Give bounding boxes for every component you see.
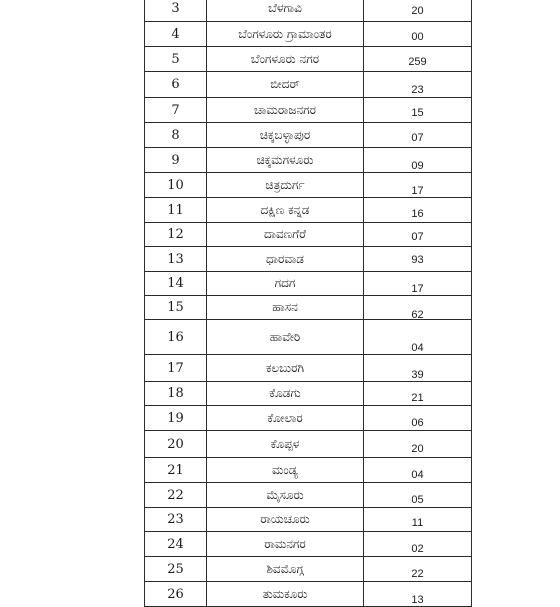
district-name-cell: ಚಾಮರಾಜನಗರ bbox=[207, 98, 364, 123]
count-value: 20 bbox=[411, 5, 424, 17]
count-value: 00 bbox=[411, 31, 424, 43]
district-name-cell: ಕಲಬುರಗಿ bbox=[207, 355, 364, 382]
count-value: 17 bbox=[411, 282, 424, 295]
count-cell bbox=[364, 272, 472, 296]
serial-number-cell: 26 bbox=[145, 582, 207, 607]
table-row bbox=[145, 508, 472, 532]
count-value: 06 bbox=[411, 417, 424, 429]
table-row bbox=[145, 22, 472, 47]
district-name-cell: ಚಿಕ್ಕಮಗಳೂರು bbox=[207, 148, 364, 173]
district-name-cell: ಹಾಸನ bbox=[207, 296, 364, 320]
count-cell bbox=[364, 123, 472, 148]
table-row bbox=[145, 247, 472, 272]
district-name-cell: ಮೈಸೂರು bbox=[207, 483, 364, 508]
district-name-cell: ರಾಮನಗರ bbox=[207, 532, 364, 557]
count-cell bbox=[364, 532, 472, 557]
district-name-cell: ದಕ್ಷಿಣ ಕನ್ನಡ bbox=[207, 198, 364, 223]
district-name-cell: ತುಮಕೂರು bbox=[207, 582, 364, 607]
table-row bbox=[145, 532, 472, 557]
count-value: 21 bbox=[411, 391, 424, 404]
table-row bbox=[145, 355, 472, 382]
count-value: 23 bbox=[411, 83, 424, 96]
count-cell bbox=[364, 72, 472, 98]
table-row bbox=[145, 148, 472, 173]
serial-number-cell: 23 bbox=[145, 508, 207, 532]
serial-number-cell: 4 bbox=[145, 22, 207, 47]
district-name-cell: ಹಾವೇರಿ bbox=[207, 320, 364, 355]
serial-number-cell: 24 bbox=[145, 532, 207, 557]
district-name-cell: ಚಿತ್ರದುರ್ಗ bbox=[207, 173, 364, 198]
table-row bbox=[145, 223, 472, 247]
count-cell bbox=[364, 320, 472, 355]
table-row bbox=[145, 0, 472, 22]
count-value: 09 bbox=[411, 160, 424, 172]
count-value: 39 bbox=[411, 369, 424, 381]
table-row bbox=[145, 320, 472, 355]
serial-number-cell: 3 bbox=[145, 0, 207, 22]
table-row bbox=[145, 382, 472, 406]
serial-number-cell: 13 bbox=[145, 247, 207, 272]
count-cell bbox=[364, 483, 472, 508]
count-cell bbox=[364, 0, 472, 22]
count-value: 17 bbox=[411, 185, 424, 197]
district-name-cell: ಚಿಕ್ಕಬಳ್ಳಾಪುರ bbox=[207, 123, 364, 148]
serial-number-cell: 9 bbox=[145, 148, 207, 173]
serial-number-cell: 6 bbox=[145, 72, 207, 98]
count-value: 11 bbox=[411, 516, 424, 529]
count-value: 259 bbox=[408, 56, 427, 68]
serial-number-cell: 20 bbox=[145, 431, 207, 458]
count-value: 13 bbox=[411, 594, 424, 606]
count-value: 07 bbox=[411, 230, 424, 243]
district-name-cell: ಧಾರವಾಡ bbox=[207, 247, 364, 272]
count-value: 20 bbox=[411, 443, 424, 455]
district-name-cell: ಕೊಡಗು bbox=[207, 382, 364, 406]
district-name-cell: ದಾವಣಗೆರೆ bbox=[207, 223, 364, 247]
table-row bbox=[145, 406, 472, 431]
district-name-cell: ಗದಗ bbox=[207, 272, 364, 296]
district-name-cell: ಶಿವಮೊಗ್ಗ bbox=[207, 557, 364, 582]
count-value: 15 bbox=[411, 107, 424, 119]
serial-number-cell: 22 bbox=[145, 483, 207, 508]
serial-number-cell: 15 bbox=[145, 296, 207, 320]
table-row bbox=[145, 123, 472, 148]
table-row bbox=[145, 431, 472, 458]
serial-number-cell: 16 bbox=[145, 320, 207, 355]
table-row bbox=[145, 296, 472, 320]
serial-number-cell: 7 bbox=[145, 98, 207, 123]
count-cell bbox=[364, 47, 472, 72]
count-cell bbox=[364, 148, 472, 173]
count-value: 05 bbox=[411, 494, 424, 506]
serial-number-cell: 18 bbox=[145, 382, 207, 406]
count-cell bbox=[364, 508, 472, 532]
count-cell bbox=[364, 247, 472, 272]
count-cell bbox=[364, 198, 472, 223]
table-row bbox=[145, 458, 472, 483]
count-cell bbox=[364, 22, 472, 47]
count-cell bbox=[364, 431, 472, 458]
count-cell bbox=[364, 382, 472, 406]
count-value: 62 bbox=[411, 308, 424, 321]
count-cell bbox=[364, 582, 472, 607]
serial-number-cell: 8 bbox=[145, 123, 207, 148]
serial-number-cell: 21 bbox=[145, 458, 207, 483]
table-row bbox=[145, 98, 472, 123]
district-name-cell: ರಾಯಚೂರು bbox=[207, 508, 364, 532]
district-name-cell: ಕೊಪ್ಪಳ bbox=[207, 431, 364, 458]
serial-number-cell: 25 bbox=[145, 557, 207, 582]
count-value: 04 bbox=[411, 342, 424, 354]
district-name-cell: ಬೆಂಗಳೂರು ನಗರ bbox=[207, 47, 364, 72]
count-cell bbox=[364, 173, 472, 198]
serial-number-cell: 17 bbox=[145, 355, 207, 382]
district-name-cell: ಬೀದರ್ bbox=[207, 72, 364, 98]
count-cell bbox=[364, 355, 472, 382]
count-cell bbox=[364, 98, 472, 123]
count-value: 02 bbox=[411, 543, 424, 555]
serial-number-cell: 19 bbox=[145, 406, 207, 431]
table-row bbox=[145, 72, 472, 98]
table-row bbox=[145, 47, 472, 72]
count-value: 93 bbox=[411, 254, 424, 266]
district-name-cell: ಕೋಲಾರ bbox=[207, 406, 364, 431]
district-count-table bbox=[144, 0, 472, 607]
table-row bbox=[145, 272, 472, 296]
count-value: 04 bbox=[411, 469, 424, 481]
table-body bbox=[145, 0, 472, 607]
serial-number-cell: 10 bbox=[145, 173, 207, 198]
count-value: 22 bbox=[411, 568, 424, 580]
serial-number-cell: 5 bbox=[145, 47, 207, 72]
count-cell bbox=[364, 458, 472, 483]
serial-number-cell: 11 bbox=[145, 198, 207, 223]
table-row bbox=[145, 582, 472, 607]
count-value: 07 bbox=[411, 132, 424, 144]
count-cell bbox=[364, 296, 472, 320]
count-cell bbox=[364, 223, 472, 247]
district-name-cell: ಬೆಂಗಳೂರು ಗ್ರಾಮಾಂತರ bbox=[207, 22, 364, 47]
table-row bbox=[145, 557, 472, 582]
district-name-cell: ಬೆಳಗಾವಿ bbox=[207, 0, 364, 22]
count-cell bbox=[364, 406, 472, 431]
serial-number-cell: 14 bbox=[145, 272, 207, 296]
serial-number-cell: 12 bbox=[145, 223, 207, 247]
count-cell bbox=[364, 557, 472, 582]
table-row bbox=[145, 483, 472, 508]
table-row bbox=[145, 198, 472, 223]
count-value: 16 bbox=[411, 208, 424, 220]
table-row bbox=[145, 173, 472, 198]
district-name-cell: ಮಂಡ್ಯ bbox=[207, 458, 364, 483]
